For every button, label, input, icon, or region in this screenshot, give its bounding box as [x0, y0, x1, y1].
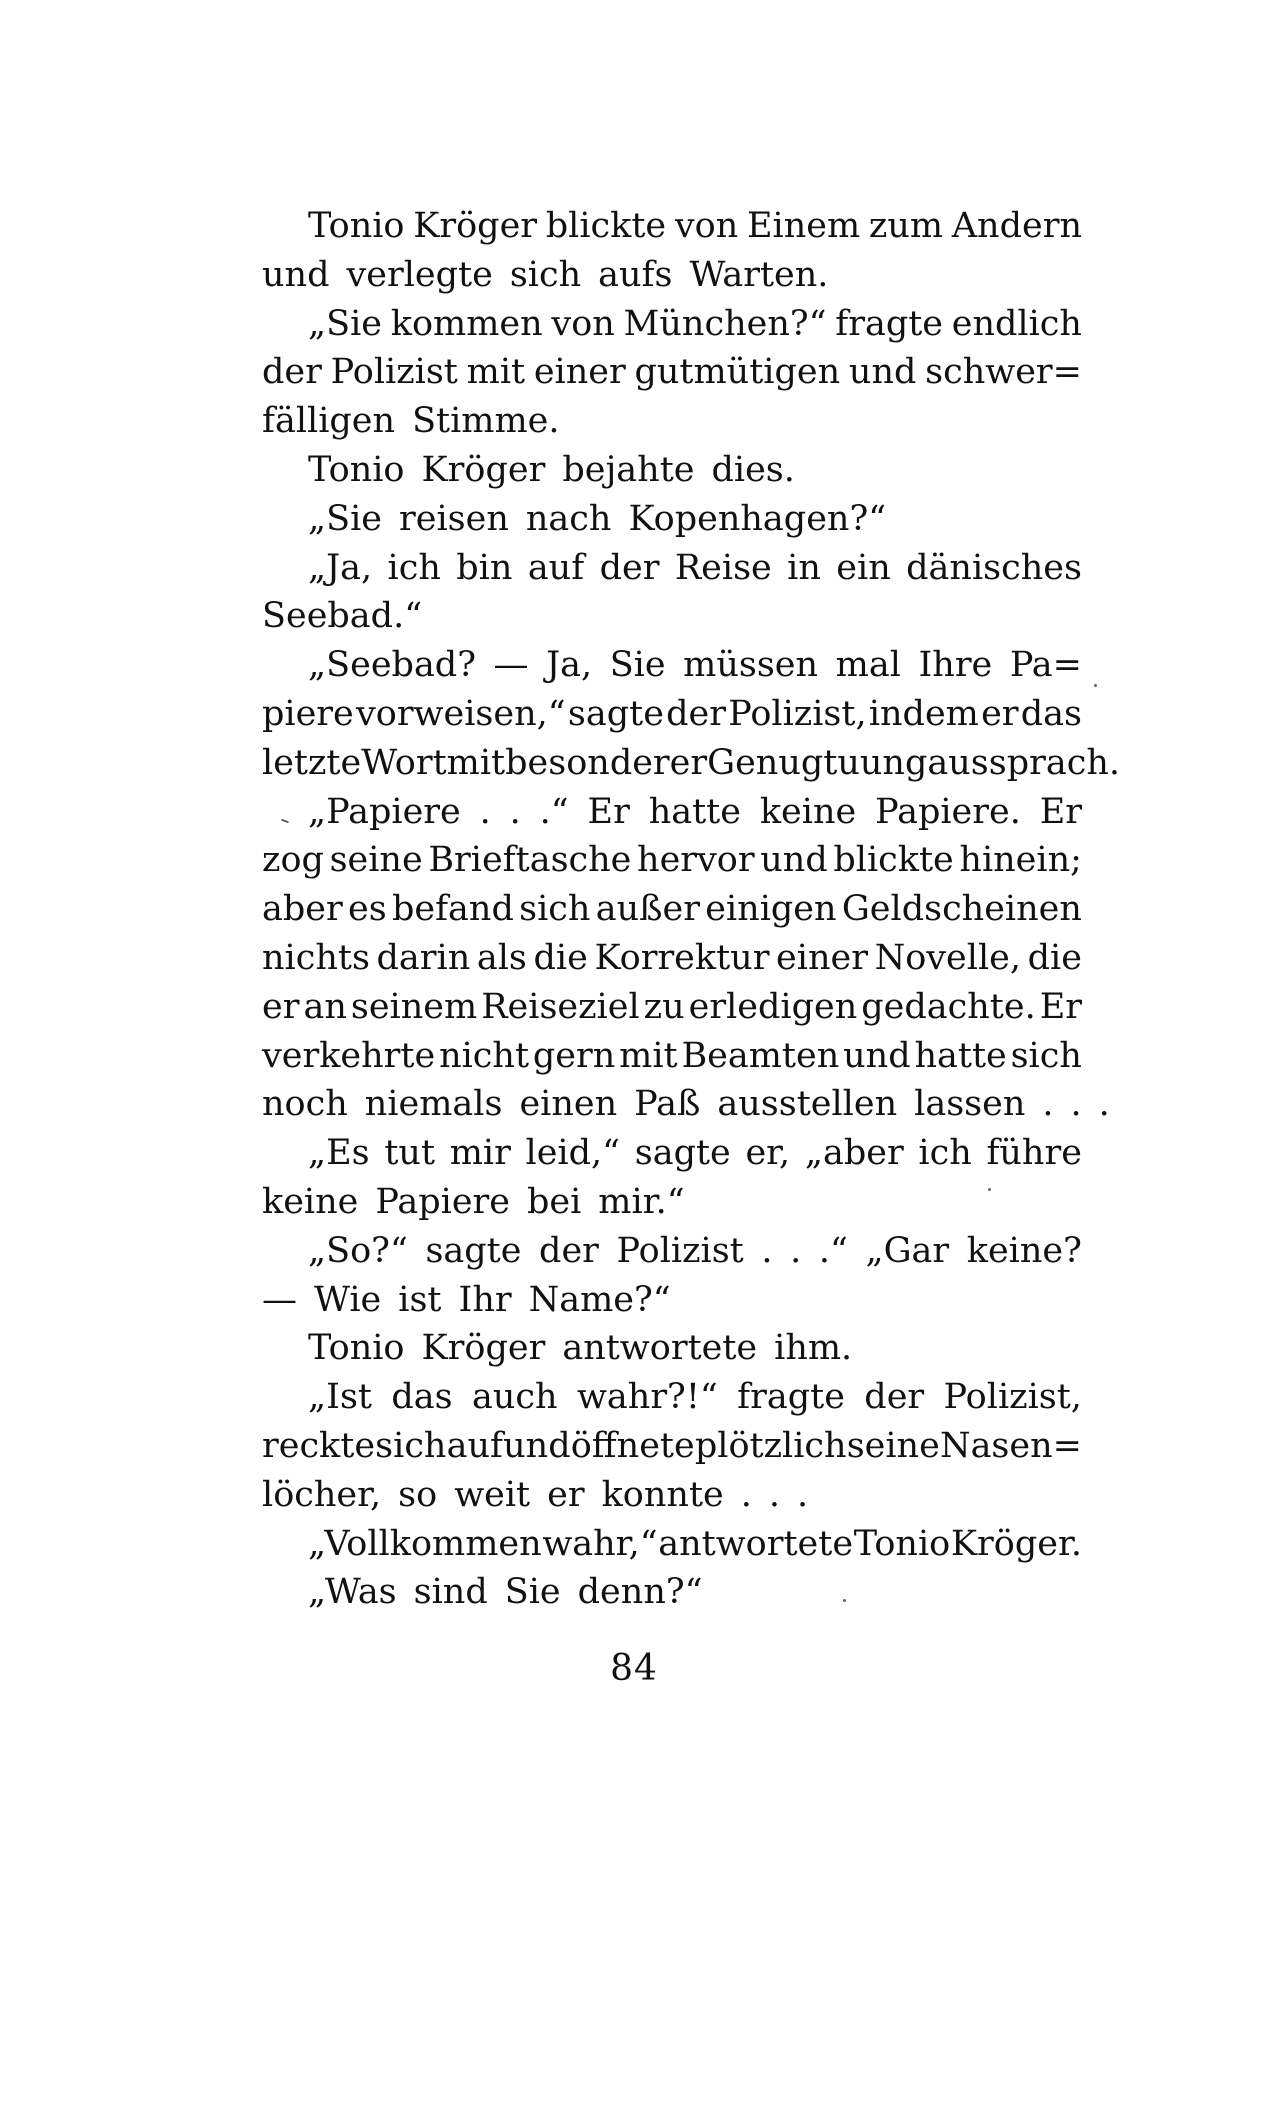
word: Wie: [314, 1279, 382, 1320]
word: dies.: [711, 449, 795, 490]
word: einen: [519, 1084, 618, 1125]
word: er: [262, 986, 300, 1027]
word: weit: [454, 1474, 531, 1515]
text-line: [262, 1276, 1082, 1325]
word: der: [539, 1230, 599, 1271]
word: öffnete: [570, 1425, 695, 1466]
word: Papiere: [375, 1181, 510, 1222]
word: zu: [643, 986, 685, 1027]
word: einigen: [705, 889, 837, 930]
word: .: [768, 1474, 781, 1515]
word: reisen: [399, 498, 509, 539]
word: Tonio: [853, 1523, 951, 1564]
word: denn?“: [577, 1572, 703, 1613]
word: „Ist: [308, 1377, 372, 1418]
word: „So?“: [308, 1230, 408, 1271]
word: auch: [472, 1377, 558, 1418]
text-line: [262, 348, 1082, 397]
word: .: [790, 1230, 802, 1271]
word: .: [761, 1230, 773, 1271]
word: sich: [519, 889, 591, 930]
word: verlegte: [346, 254, 493, 295]
word: Polizist: [330, 352, 458, 393]
print-speck: [1094, 684, 1097, 687]
word: .: [797, 1474, 809, 1515]
word: aufs: [598, 254, 673, 295]
text-line: [262, 739, 1120, 788]
word: und: [503, 1425, 571, 1466]
word: mir: [449, 1133, 511, 1174]
word: sagte: [567, 693, 664, 734]
text-line: [262, 202, 1082, 251]
word: noch: [262, 1084, 348, 1125]
word: ist: [398, 1279, 442, 1320]
word: befand: [391, 889, 514, 930]
word: „Sie: [308, 303, 383, 344]
word: Seebad.“: [262, 596, 423, 637]
word: sagte: [425, 1230, 522, 1271]
word: Er: [587, 791, 630, 832]
word: lassen: [914, 1084, 1026, 1125]
word: konnte: [601, 1474, 724, 1515]
word: besonderer: [505, 742, 708, 783]
word: .: [1042, 1084, 1054, 1125]
word: Warten.: [689, 254, 829, 295]
word: mit: [466, 352, 526, 393]
word: zum: [868, 206, 944, 246]
word: „Gar: [865, 1230, 950, 1271]
text-line: [262, 934, 1082, 983]
word: Reiseziel: [481, 986, 640, 1027]
word: leid,“: [525, 1133, 621, 1174]
word: München?“: [623, 303, 827, 344]
word: —: [262, 1279, 297, 1320]
word: einer: [776, 937, 868, 978]
word: Kröger: [421, 1328, 546, 1369]
word: mal: [835, 645, 901, 686]
word: aber: [262, 889, 343, 930]
word: in: [787, 547, 821, 588]
word: Kröger: [421, 449, 546, 490]
word: erledigen: [688, 986, 858, 1027]
text-line: [262, 983, 1082, 1032]
word: Kröger.: [950, 1523, 1082, 1564]
word: Papiere.: [875, 791, 1021, 832]
print-speck: [843, 1599, 846, 1602]
text-line: [262, 1520, 1082, 1569]
word: schwer=: [925, 352, 1082, 393]
text-line: [262, 1032, 1082, 1081]
word: als: [476, 937, 527, 978]
word: hervor: [637, 840, 755, 881]
word: Genugtuung: [707, 742, 928, 783]
word: sagte: [634, 1133, 731, 1174]
word: und: [760, 840, 828, 881]
word: Kröger: [413, 206, 538, 246]
word: Polizist,: [943, 1377, 1082, 1418]
word: antwortete: [658, 1523, 854, 1564]
word: letzte: [262, 742, 362, 783]
word: .: [1098, 1084, 1110, 1125]
text-line: [262, 592, 1082, 641]
text-line: [262, 1471, 1082, 1520]
word: Polizist: [616, 1230, 744, 1271]
word: sich: [509, 254, 582, 295]
word: und: [848, 352, 917, 393]
word: dänisches: [906, 547, 1082, 588]
word: von: [551, 303, 615, 344]
word: keine: [759, 791, 857, 832]
text-line: [262, 1227, 1082, 1276]
word: er,: [745, 1133, 791, 1174]
word: nichts: [262, 937, 370, 978]
word: Er: [1039, 986, 1082, 1027]
word: und: [843, 1035, 911, 1076]
text-line: [262, 1422, 1082, 1471]
word: gedachte.: [861, 986, 1036, 1027]
word: Wort: [361, 742, 447, 783]
word: Polizist,: [728, 693, 867, 734]
text-line: [262, 1129, 1082, 1178]
text-line: [262, 885, 1082, 934]
word: —: [493, 645, 529, 686]
word: sich: [1010, 1035, 1082, 1076]
word: bin: [456, 547, 513, 588]
word: er: [981, 693, 1019, 734]
word: mit: [446, 742, 506, 783]
word: kommen: [390, 303, 543, 344]
word: ein: [836, 547, 891, 588]
text-line: [262, 1373, 1082, 1422]
word: .: [479, 791, 491, 832]
word: hinein;: [959, 840, 1082, 881]
word: bejahte: [562, 449, 695, 490]
word: sind: [413, 1572, 488, 1613]
word: Stimme.: [412, 401, 560, 442]
word: müssen: [683, 645, 819, 686]
word: wahr?!“: [576, 1377, 718, 1418]
word: der: [262, 352, 322, 393]
word: ausstellen: [717, 1084, 898, 1125]
text-line: [262, 397, 1082, 446]
word: Paß: [634, 1084, 701, 1125]
word: auf: [446, 1425, 503, 1466]
text-line: [262, 1324, 1082, 1373]
text-line: [262, 641, 1082, 690]
word: „Was: [308, 1572, 397, 1613]
word: seine: [329, 840, 423, 881]
word: das: [1020, 693, 1082, 734]
word: Reise: [674, 547, 772, 588]
word: aussprach.: [927, 742, 1120, 783]
word: .“: [539, 791, 569, 832]
word: es: [348, 889, 387, 930]
word: ich: [387, 547, 441, 588]
word: fragte: [835, 303, 943, 344]
word: Ihr: [458, 1279, 512, 1320]
word: nach: [525, 498, 612, 539]
word: darin: [376, 937, 471, 978]
word: von: [674, 206, 739, 246]
word: blickte: [545, 206, 667, 246]
word: führe: [986, 1133, 1082, 1174]
text-line: [262, 1178, 1082, 1227]
word: Name?“: [528, 1279, 671, 1320]
word: bei: [526, 1181, 582, 1222]
word: „aber: [804, 1133, 904, 1174]
word: die: [1027, 937, 1082, 978]
word: ihm.: [774, 1328, 853, 1369]
text-line: [262, 544, 1082, 593]
word: .: [509, 791, 521, 832]
word: der: [599, 547, 660, 588]
text-line: [262, 1080, 1110, 1129]
text-line: [262, 446, 1082, 495]
text-line: [262, 495, 1082, 544]
text-line: [262, 1568, 1082, 1617]
word: Beamten: [681, 1035, 840, 1076]
word: wahr,“: [542, 1523, 658, 1564]
word: Kopenhagen?“: [628, 498, 887, 539]
word: Ihre: [918, 645, 993, 686]
body-text: [262, 202, 1120, 1617]
word: .: [740, 1474, 752, 1515]
text-line: [262, 690, 1082, 739]
word: außer: [595, 889, 700, 930]
word: Novelle,: [874, 937, 1021, 978]
word: keine?: [966, 1230, 1082, 1271]
word: verkehrte: [262, 1035, 436, 1076]
word: Andern: [951, 206, 1082, 246]
text-line: [262, 836, 1082, 885]
word: nicht: [439, 1035, 530, 1076]
word: Sie: [504, 1572, 561, 1613]
word: Sie: [609, 645, 666, 686]
word: die: [533, 937, 588, 978]
word: „Seebad?: [308, 645, 476, 686]
word: fragte: [737, 1377, 845, 1418]
word: Einem: [746, 206, 861, 246]
word: reckte: [262, 1425, 376, 1466]
word: auf: [527, 547, 585, 588]
word: .“: [818, 1230, 848, 1271]
page-number: 84: [610, 1648, 658, 1689]
word: blickte: [833, 840, 954, 881]
word: zog: [262, 840, 324, 881]
word: .: [1070, 1084, 1082, 1125]
word: Tonio: [308, 1328, 405, 1369]
word: der: [864, 1377, 925, 1418]
word: so: [398, 1474, 438, 1515]
word: der: [666, 693, 726, 734]
word: hatte: [914, 1035, 1007, 1076]
word: piere: [262, 693, 354, 734]
word: indem: [868, 693, 979, 734]
word: mit: [619, 1035, 678, 1076]
word: antwortete: [562, 1328, 758, 1369]
word: endlich: [951, 303, 1082, 344]
word: Tonio: [308, 206, 405, 246]
word: Nasen=: [939, 1425, 1082, 1466]
word: ich: [918, 1133, 972, 1174]
word: Ja,: [546, 645, 593, 686]
word: niemals: [364, 1084, 503, 1125]
word: gutmütigen: [634, 352, 841, 393]
word: fälligen: [262, 401, 396, 442]
text-line: [262, 300, 1082, 349]
text-line: [262, 251, 1082, 300]
word: Pa=: [1009, 645, 1082, 686]
word: sich: [375, 1425, 447, 1466]
word: gern: [532, 1035, 616, 1076]
word: einer: [533, 352, 626, 393]
word: an: [303, 986, 347, 1027]
word: und: [262, 254, 330, 295]
word: keine: [262, 1181, 359, 1222]
word: Korrektur: [594, 937, 770, 978]
word: seine: [846, 1425, 940, 1466]
word: Er: [1039, 791, 1082, 832]
word: „Es: [308, 1133, 370, 1174]
word: plötzlich: [694, 1425, 847, 1466]
word: tut: [384, 1133, 436, 1174]
word: das: [391, 1377, 453, 1418]
word: löcher,: [262, 1474, 382, 1515]
word: Tonio: [308, 449, 405, 490]
word: er: [547, 1474, 585, 1515]
word: mir.“: [598, 1181, 685, 1222]
word: hatte: [648, 791, 741, 832]
word: seinem: [350, 986, 478, 1027]
word: „Ja,: [308, 547, 373, 588]
word: Brieftasche: [428, 840, 632, 881]
word: „Papiere: [308, 791, 461, 832]
word: „Sie: [308, 498, 383, 539]
word: Geldscheinen: [841, 889, 1082, 930]
print-speck: [988, 1188, 991, 1191]
text-line: [262, 788, 1082, 837]
word: „Vollkommen: [308, 1523, 542, 1564]
word: vorweisen,“: [355, 693, 566, 734]
